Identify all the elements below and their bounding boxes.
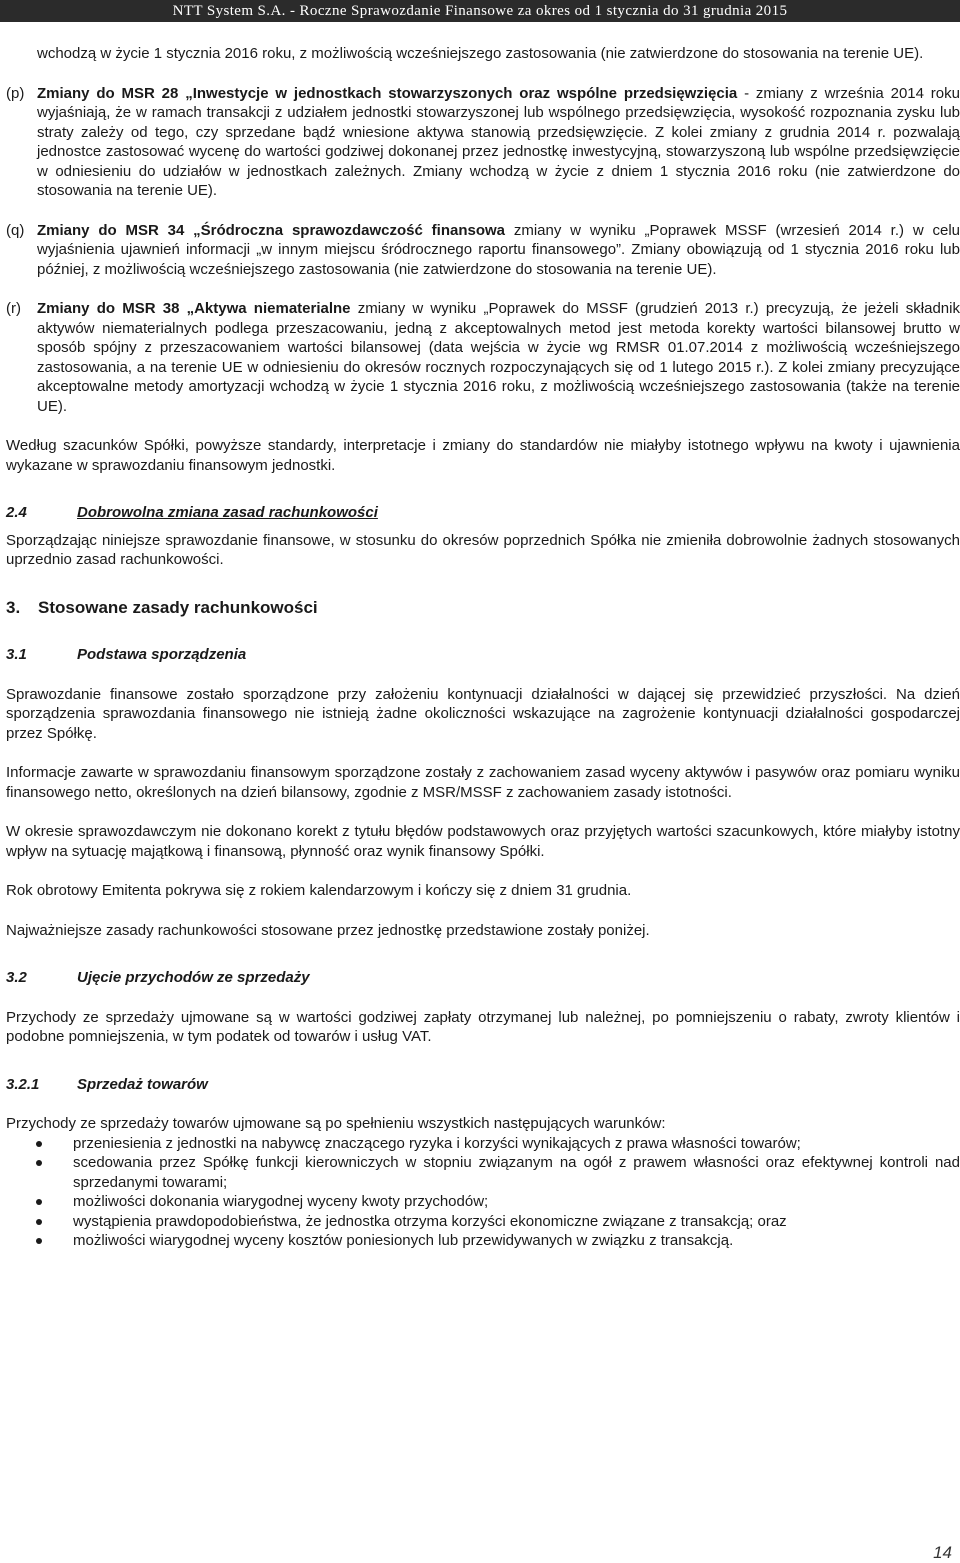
section-heading-3-2-1	[6, 1075, 960, 1095]
bullet-icon	[36, 1160, 42, 1166]
section-title: Dobrowolna zmiana zasad rachunkowości	[77, 504, 378, 521]
bullet-icon	[36, 1141, 42, 1147]
section-heading-3	[6, 598, 960, 618]
summary-paragraph: Według szacunków Spółki, powyższe standardy, interpretacje i zmiany do standardów nie miałyby istotnego wpływu na kwoty i ujawnienia wykazane w sprawozdaniu finansowym jednostki.	[6, 437, 960, 474]
section-heading-2-4	[6, 503, 960, 523]
section-title: Stosowane zasady rachunkowości	[38, 597, 318, 617]
paragraph: Rok obrotowy Emitenta pokrywa się z rokiem kalendarzowym i kończy się z dniem 31 grudnia.	[6, 882, 632, 899]
list-item-r	[6, 299, 960, 416]
page-header: NTT System S.A. - Roczne Sprawozdanie Finansowe za okres od 1 stycznia do 31 grudnia 2015	[0, 0, 960, 22]
section-number: 3.2	[6, 969, 27, 986]
document-body	[6, 44, 960, 1251]
section-number: 2.4	[6, 504, 27, 521]
item-title: Zmiany do MSR 38 „Aktywa niematerialne	[37, 300, 351, 317]
paragraph: W okresie sprawozdawczym nie dokonano korekt z tytułu błędów podstawowych oraz przyjętych wartości szacunkowych, które miałyby istotny wpływ na sytuację majątkową i finansową, płynność oraz wynik finansowy Spółki.	[6, 823, 960, 860]
list-item: scedowania przez Spółkę funkcji kierowniczych w stopniu związanym na ogół z prawem własności oraz efektywnej kontroli nad sprzedanymi towarami;	[6, 1153, 960, 1192]
section-3-2-1-intro: Przychody ze sprzedaży towarów ujmowane są po spełnieniu wszystkich następujących warunków:	[6, 1115, 666, 1132]
list-item: wystąpienia prawdopodobieństwa, że jednostka otrzyma korzyści ekonomiczne związane z transakcją; oraz	[6, 1212, 960, 1232]
list-item: możliwości wiarygodnej wyceny kosztów poniesionych lub przewidywanych w związku z transakcją.	[6, 1231, 960, 1251]
page-number: 14	[933, 1543, 952, 1562]
conditions-list	[6, 1134, 960, 1251]
item-letter: (r)	[6, 300, 21, 317]
item-letter: (q)	[6, 221, 25, 239]
section-heading-3-1	[6, 645, 960, 665]
paragraph: Informacje zawarte w sprawozdaniu finansowym sporządzone zostały z zachowaniem zasad wyceny aktywów i pasywów oraz pomiaru wyniku finansowego netto, określonych na dzień bilansowy, zgodnie z MSR/MSSF z zachowaniem zasady istotności.	[6, 764, 960, 801]
list-item: możliwości dokonania wiarygodnej wyceny kwoty przychodów;	[6, 1192, 960, 1212]
item-body: zmiany w wyniku „Poprawek do MSSF (grudzień 2013 r.) precyzują, że jeżeli składnik aktywów niematerialnych podlega przeszacowaniu, jedną z akceptowalnych metod jest metoda korekty wartości bilansowej brutto w sposób spójny z przeszacowaniem wartości bilansowej (data wejścia w życie wg RMSR 01.07.2014 z możliwością wcześniejszego zastosowania, a na terenie UE w odniesieniu do okresów rocznych rozpoczynających się od 1 lutego 2015 r.). Z kolei zmiany precyzujące akceptowalne metody amortyzacji wchodzą w życie 1 stycznia 2016 roku, z możliwością wcześniejszego zastosowania (także na terenie UE).	[37, 300, 960, 415]
bullet-icon	[36, 1238, 42, 1244]
paragraph: Najważniejsze zasady rachunkowości stosowane przez jednostkę przedstawione zostały poniżej.	[6, 921, 650, 939]
item-letter: (p)	[6, 84, 25, 102]
section-number: 3.	[6, 597, 21, 617]
item-title: Zmiany do MSR 34 „Śródroczna sprawozdawczość finansowa	[37, 221, 506, 239]
section-3-2-body: Przychody ze sprzedaży ujmowane są w wartości godziwej zapłaty otrzymanej lub należnej, po pomniejszeniu o rabaty, zwroty klientów i podobne pomniejszenia, w tym podatek od towarów i usług VAT.	[6, 1008, 960, 1045]
paragraph: Sprawozdanie finansowe zostało sporządzone przy założeniu kontynuacji działalności w dającej się przewidzieć przyszłości. Na dzień sporządzenia sprawozdania finansowego nie istnieją żadne okoliczności wskazujące na zagrożenie kontynuacji działalności gospodarczej przez Spółkę.	[6, 685, 960, 742]
section-heading-3-2	[6, 968, 960, 988]
item-title: Zmiany do MSR 28 „Inwestycje w jednostkach stowarzyszonych oraz wspólne przedsięwzięcia	[37, 84, 738, 102]
section-number: 3.1	[6, 646, 27, 663]
item-body: - zmiany z września 2014 roku wyjaśniają, że w ramach transakcji z udziałem jednostki stowarzyszonej lub wspólnego przedsięwzięcia, wysokość rozpoznania zysku lub straty zależy od tego, czy sprzedane bądź wniesione aktywa stanowią przedsięwzięcie. Z kolei zmiany z grudnia 2014 r. pozwalają jednostce zastosować wycenę do wartości godziwej dokonanej przez jednostkę inwestycyjną, stowarzyszoną lub wspólne przedsięwzięcie w odniesieniu do udziałów w jednostkach zależnych. Zmiany wchodzą w życie z dniem 1 stycznia 2016 roku (nie zatwierdzone do stosowania na terenie UE).	[37, 84, 960, 199]
bullet-icon	[36, 1199, 42, 1205]
section-number: 3.2.1	[6, 1075, 40, 1093]
bullet-icon	[36, 1219, 42, 1225]
section-title: Sprzedaż towarów	[77, 1075, 208, 1093]
list-item: przeniesienia z jednostki na nabywcę znaczącego ryzyka i korzyści wynikających z prawa własności towarów;	[6, 1134, 960, 1154]
item-body: zmiany w wyniku „Poprawek MSSF (wrzesień 2014 r.) w celu wyjaśnienia ujawnień informacji „w innym miejscu śródrocznego raportu finansowego”. Zmiany obowiązują od 1 stycznia 2016 roku lub później, z możliwością wcześniejszego zastosowania (nie zatwierdzone do stosowania na terenie UE).	[37, 221, 960, 278]
section-title: Podstawa sporządzenia	[77, 646, 247, 663]
section-2-4-body: Sporządzając niniejsze sprawozdanie finansowe, w stosunku do okresów poprzednich Spółka nie zmieniła dobrowolnie żadnych stosowanych uprzednio zasad rachunkowości.	[6, 531, 960, 568]
section-title: Ujęcie przychodów ze sprzedaży	[77, 969, 310, 986]
list-item-q	[6, 221, 960, 280]
intro-continuation: wchodzą w życie 1 stycznia 2016 roku, z możliwością wcześniejszego zastosowania (nie zatwierdzone do stosowania na terenie UE).	[37, 45, 924, 62]
list-item-p	[6, 84, 960, 201]
